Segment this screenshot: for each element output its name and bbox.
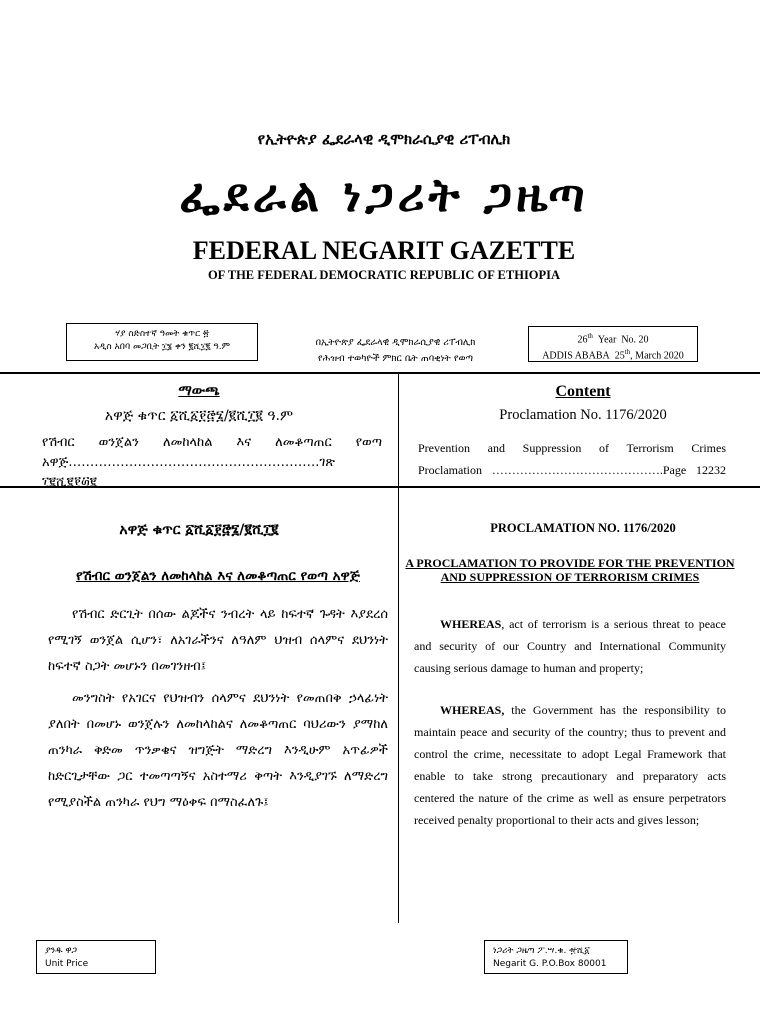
po-box-english: Negarit G. P.O.Box 80001: [493, 959, 607, 969]
amharic-issue-date: አዲስ አበባ መጋቢት ፲፮ ቀን ፪ሺ፲፪ ዓ.ም: [93, 342, 231, 352]
amharic-republic-name: የኢትዮጵያ ፌደራላዊ ዲሞክራሲያዊ ሪፐብሊክ: [257, 130, 511, 148]
column-divider: [398, 373, 399, 923]
english-gazette-title: FEDERAL NEGARIT GAZETTE: [192, 236, 576, 265]
amharic-toc-line-1: የሽብር ወንጀልን ለመከላከል እና ለመቆጣጠር የወጣ: [42, 435, 382, 450]
amharic-toc-line-2: አዋጅ………………………………………………….ገጽ ፲፪ሺ፪፻፴፪: [42, 455, 335, 490]
amharic-gazette-title: ፌደራል ነጋሪት ጋዜጣ: [179, 168, 589, 222]
amharic-issue-box: [66, 323, 258, 361]
english-issue-year: 26th Year No. 20: [577, 332, 649, 346]
po-box-amharic: ነጋሪት ጋዜጣ ፖ.ሣ.ቁ. ፹ሺ፩: [493, 946, 590, 956]
english-issue-date: ADDIS ABABA 25th, March 2020: [542, 348, 684, 362]
english-toc-line-1: Prevention and Suppression of Terrorism Crimes: [418, 441, 726, 455]
amharic-contents-heading: ማውጫ: [178, 383, 220, 399]
po-box: [484, 940, 628, 974]
amharic-issue-year: ሃያ ስድስተኛ ዓመት ቁጥር ፳: [115, 329, 209, 339]
amharic-proclamation-number: አዋጅ ቁጥር ፩ሺ፩፻፸፮/፪ሺ፲፪ ዓ.ም: [104, 408, 294, 424]
english-preamble-2: WHEREAS, the Government has the responsibility to maintain peace and security of the country; thus to prevent and control the crime, necessitate to adopt Legal Framework that enable to take strong precautionary and preparatory acts centered the nature of the crime as well as ensure perpetrators received penalty proportional to their acts and gives lesson;: [414, 703, 726, 827]
unit-price-english: Unit Price: [45, 959, 89, 969]
english-proclamation-heading: PROCLAMATION NO. 1176/2020: [490, 521, 676, 535]
unit-price-box: [36, 940, 156, 974]
amharic-proclamation-title: የሽብር ወንጀልን ለመከላከል እና ለመቆጣጠር የወጣ አዋጅ: [76, 568, 360, 584]
amharic-preamble-2: መንግስት የአገርና የህዝብን ሰላምና ደህንነት የመጠበቅ ኃላፊነት ያለበት በመሆኑ ወንጀሉን ለመከላከልና ለመቆጣጠር ባህሪውን ያማከለ ጠንካራ ቅድመ ጥንቃቄና ዝግጅት ማድረግ እንዲሁም አጥፊዎች ከድርጊታቸው ጋር ተመጣጣኝና አስተማሪ ቅጣት እንዲያገኙ ለማድረግ የሚያስችል ጠንካራ የህግ ማዕቀፍ በማስፈለጉ፤: [48, 691, 388, 810]
english-republic-subtitle: OF THE FEDERAL DEMOCRATIC REPUBLIC OF ETHIOPIA: [207, 268, 561, 282]
publisher-line-2: የሕዝብ ተወካዮች ምክር ቤት ጠባቂነት የወጣ: [317, 353, 474, 364]
english-proclamation-title: A PROCLAMATION TO PROVIDE FOR THE PREVENTION AND SUPPRESSION OF TERRORISM CRIMES: [405, 556, 735, 584]
unit-price-amharic: ያንዱ ዋጋ: [45, 946, 78, 956]
english-proclamation-number: Proclamation No. 1176/2020: [499, 407, 667, 423]
top-rule: [0, 372, 760, 374]
english-toc-line-2: Proclamation …………………………………….Page 12232: [418, 463, 726, 477]
publisher-line-1: በኢትዮጵያ ፌደራላዊ ዲሞክራሲያዊ ሪፐብሊክ: [315, 337, 476, 348]
english-preamble-1: WHEREAS, act of terrorism is a serious threat to peace and security of our Country and International Community causing serious damage to human and property;: [414, 617, 726, 675]
english-issue-box: [528, 326, 698, 362]
amharic-proclamation-heading: አዋጅ ቁጥር ፩ሺ፩፻፸፮/፪ሺ፲፪: [119, 522, 279, 538]
amharic-preamble-1: የሽብር ድርጊት በሰው ልጆችና ንብረት ላይ ከፍተኛ ጉዳት እያደረሰ የሚገኝ ወንጀል ሲሆን፣ ለአገራችንና ለዓለም ህዝብ ሰላምና ደህንነት ከፍተኛ ስጋት መሆኑን በመገንዘብ፤: [48, 607, 388, 674]
english-contents-heading: Content: [555, 383, 611, 400]
publisher-info: [288, 335, 503, 367]
